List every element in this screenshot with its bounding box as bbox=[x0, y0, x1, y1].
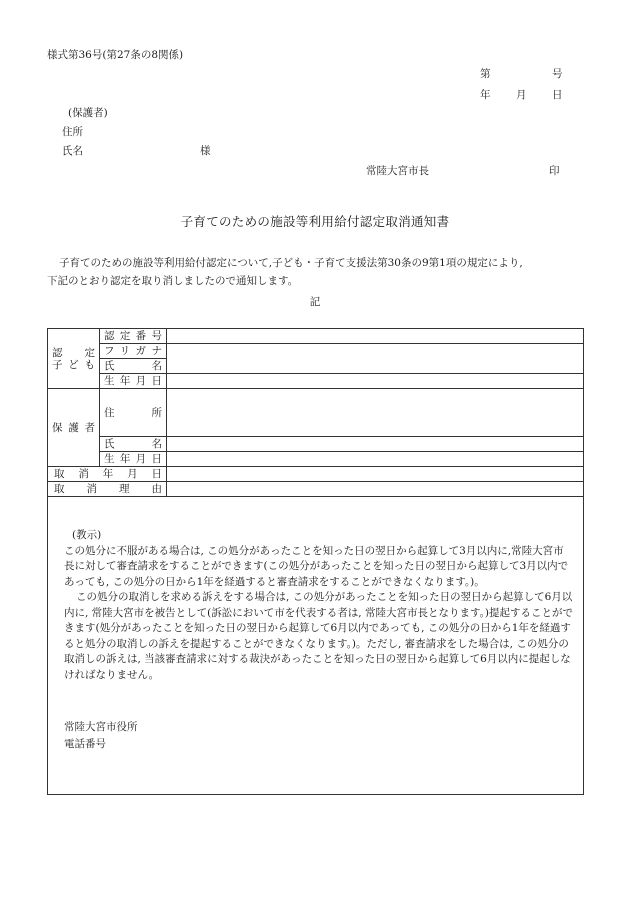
cancel-date-value[interactable] bbox=[167, 467, 584, 482]
furigana-label: フリガナ bbox=[100, 344, 167, 359]
form-number: 様式第36号(第27条の8関係) bbox=[47, 49, 184, 61]
cancel-date-label: 取消年月日 bbox=[48, 467, 167, 482]
address-label: 住所 bbox=[62, 126, 83, 138]
guardian-group-label: 保護者 bbox=[48, 389, 100, 467]
intro-text bbox=[47, 254, 583, 290]
cert-number-label: 認定番号 bbox=[100, 329, 167, 344]
phone-label: 電話番号 bbox=[64, 738, 106, 750]
seal-mark: 印 bbox=[549, 165, 560, 177]
intro-line-2: 下記のとおり認定を取り消しましたので通知します。 bbox=[47, 275, 299, 287]
guardian-address-value[interactable] bbox=[167, 389, 584, 437]
table-row bbox=[48, 437, 584, 452]
table-row bbox=[48, 467, 584, 482]
table-row bbox=[48, 482, 584, 497]
honorific: 様 bbox=[200, 145, 211, 157]
instructions-para-2: この処分の取消しを求める訴えをする場合は, この処分があったことを知った日の翌日から起算して6月以内に, 常陸大宮市を被告として(訴訟において市を代表する者は, 常陸大宮市長となります。)提起することができます(処分があったことを知った日の翌日から起算して6月以内であっても, この処分の日から1年を経過すると処分の取消しの訴えを提起することができなくなります。)。ただし, 審査請求をした場合は, この処分の取消しの訴えは, 当該審査請求に対する裁決があったことを知った日の翌日から起算して6月以内に提起しなければなりません。 bbox=[64, 591, 573, 681]
instructions-heading: (教示) bbox=[72, 529, 102, 541]
table-row bbox=[48, 389, 584, 437]
instructions bbox=[48, 528, 582, 683]
ki-mark: 記 bbox=[309, 296, 321, 308]
child-name-value[interactable] bbox=[167, 344, 584, 374]
guardian-address-label: 住所 bbox=[100, 389, 167, 437]
date-month: 月 bbox=[516, 89, 527, 101]
guardian-dob-label: 生年月日 bbox=[100, 452, 167, 467]
date-year: 年 bbox=[480, 89, 491, 101]
child-dob-label: 生年月日 bbox=[100, 374, 167, 389]
doc-number-prefix: 第 bbox=[480, 68, 491, 80]
table-row bbox=[48, 452, 584, 467]
table-row bbox=[48, 374, 584, 389]
name-label: 氏名 bbox=[62, 145, 83, 157]
cancel-reason-value[interactable] bbox=[167, 482, 584, 497]
guardian-label: (保護者) bbox=[68, 107, 108, 119]
office-name: 常陸大宮市役所 bbox=[64, 721, 138, 733]
document-title: 子育てのための施設等利用給付認定取消通知書 bbox=[180, 214, 450, 229]
instructions-para-1: この処分に不服がある場合は, この処分があったことを知った日の翌日から起算して3月以内に,常陸大宮市長に対して審査請求をすることができます(この処分があったことを知った日の翌日から起算して3月以内であっても, この処分の日から1年を経過すると審査請求をすることができなくなります。)。 bbox=[64, 544, 569, 588]
guardian-name-value[interactable] bbox=[167, 437, 584, 452]
mayor-name: 常陸大宮市長 bbox=[366, 165, 429, 177]
intro-line-1: 子育てのための施設等利用給付認定について,子ども・子育て支援法第30条の9第1項の規定により, bbox=[59, 257, 523, 269]
table-row bbox=[48, 344, 584, 359]
doc-number-suffix: 号 bbox=[552, 68, 563, 80]
child-dob-value[interactable] bbox=[167, 374, 584, 389]
cancel-reason-label: 取消理由 bbox=[48, 482, 167, 497]
guardian-dob-value[interactable] bbox=[167, 452, 584, 467]
table-row bbox=[48, 329, 584, 344]
child-name-label: 氏名 bbox=[100, 359, 167, 374]
date-day: 日 bbox=[552, 89, 563, 101]
child-group-label: 認 定 子ども bbox=[48, 329, 100, 389]
cert-number-value[interactable] bbox=[167, 329, 584, 344]
guardian-name-label: 氏名 bbox=[100, 437, 167, 452]
